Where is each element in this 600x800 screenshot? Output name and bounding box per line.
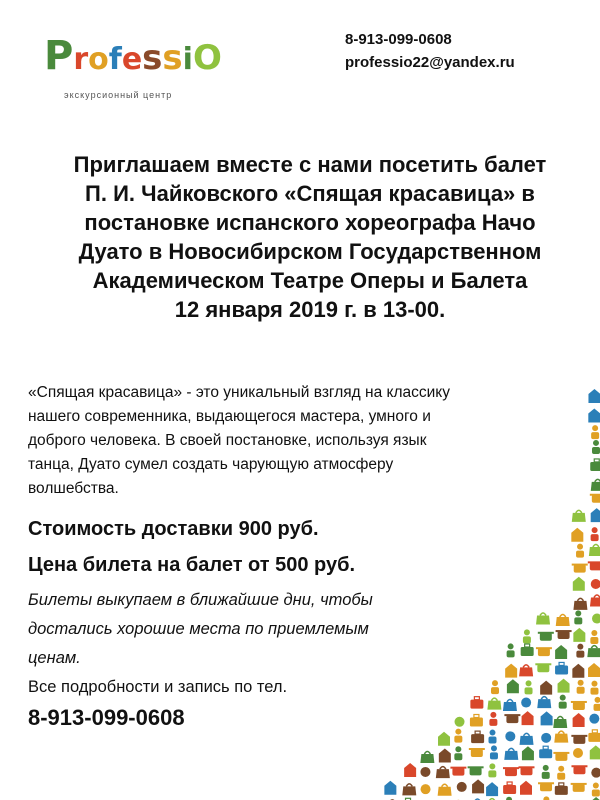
pattern-pot-icon (538, 632, 554, 641)
pattern-pot-icon (504, 714, 520, 723)
pattern-person-icon (576, 644, 584, 658)
pattern-case-icon (471, 731, 484, 743)
pattern-bag-icon (587, 646, 600, 658)
pattern-building-icon (438, 732, 450, 746)
pattern-bag-icon (438, 784, 452, 796)
logo-letter: f (108, 42, 122, 77)
pattern-pot-icon (571, 783, 587, 792)
pattern-person-icon (574, 610, 582, 624)
headline-line: П. И. Чайковского «Спящая красавица» в (85, 181, 535, 206)
pattern-person-icon (488, 730, 496, 744)
delivery-price: Стоимость доставки 900 руб. (28, 518, 319, 540)
invitation-headline (20, 150, 600, 324)
pattern-bag-icon (520, 733, 534, 745)
pattern-dot-icon (573, 748, 583, 758)
pattern-pot-icon (469, 748, 485, 757)
pattern-dot-icon (591, 579, 600, 589)
pattern-dot-icon (589, 714, 599, 724)
pattern-pot-icon (536, 647, 552, 656)
pattern-pot-icon (556, 630, 572, 639)
pattern-building-icon (522, 711, 534, 725)
pattern-building-icon (558, 679, 570, 693)
pattern-dot-icon (421, 784, 431, 794)
pattern-case-icon (588, 730, 600, 742)
pattern-building-icon (520, 781, 532, 795)
pattern-person-icon (594, 697, 600, 711)
pattern-person-icon (592, 782, 600, 796)
pattern-pot-icon (572, 564, 588, 573)
pattern-case-icon (503, 782, 516, 794)
pattern-bag-icon (420, 751, 434, 763)
pattern-pot-icon (571, 701, 587, 710)
pattern-pot-icon (571, 765, 587, 774)
pattern-building-icon (590, 745, 600, 759)
pattern-building-icon (439, 748, 451, 762)
pattern-person-icon (454, 746, 462, 760)
pattern-pot-icon (588, 561, 600, 570)
pattern-bag-icon (590, 595, 600, 607)
pattern-bag-icon (536, 613, 550, 625)
pattern-person-icon (592, 440, 600, 454)
pattern-building-icon (573, 577, 585, 591)
pattern-pot-icon (538, 782, 554, 791)
pattern-bag-icon (503, 699, 517, 711)
pattern-person-icon (488, 763, 496, 777)
pattern-dot-icon (521, 698, 531, 708)
pattern-building-icon (588, 409, 600, 423)
pattern-building-icon (588, 389, 600, 403)
logo-letter: s (142, 38, 163, 78)
pattern-case-icon (555, 783, 568, 795)
pattern-dot-icon (592, 614, 600, 624)
pattern-pot-icon (468, 766, 484, 775)
pattern-building-icon (572, 664, 584, 678)
pattern-pot-icon (518, 766, 534, 775)
logo-letter: r (73, 42, 89, 77)
pattern-bag-icon (589, 544, 600, 556)
pattern-building-icon (571, 528, 583, 542)
ticket-price: Цена билета на балет от 500 руб. (28, 554, 356, 576)
pattern-bag-icon (504, 748, 518, 760)
pattern-building-icon (541, 711, 553, 725)
professio-logo (40, 28, 230, 108)
pattern-bag-icon (591, 479, 600, 491)
pattern-building-icon (507, 679, 519, 693)
pattern-building-icon (486, 782, 498, 796)
pattern-bag-icon (553, 716, 567, 728)
logo-letter: e (121, 42, 143, 77)
pattern-bag-icon (554, 731, 568, 743)
description-line: доброго человека. В своей постановке, используя язык (28, 432, 427, 449)
pattern-person-icon (542, 765, 550, 779)
pattern-person-icon (591, 425, 599, 439)
pattern-building-icon (555, 645, 567, 659)
pattern-dot-icon (591, 768, 600, 778)
pattern-case-icon (470, 715, 483, 727)
contact-phone: 8-913-099-0608 (345, 31, 452, 48)
logo-subtitle: экскурсионный центр (64, 90, 173, 100)
pattern-person-icon (557, 766, 565, 780)
pattern-dot-icon (455, 717, 465, 727)
description-line: танца, Дуато сумел создать чарующую атмосферу (28, 456, 394, 473)
pattern-person-icon (591, 527, 599, 541)
pattern-person-icon (491, 680, 499, 694)
pattern-pot-icon (503, 767, 519, 776)
logo-letter: s (162, 38, 183, 78)
pattern-bag-icon (487, 698, 501, 710)
pattern-person-icon (590, 681, 598, 695)
pattern-person-icon (590, 630, 598, 644)
description-line: волшебства. (28, 480, 119, 497)
contact-block (345, 28, 515, 74)
pattern-case-icon (539, 746, 552, 758)
pattern-bag-icon (436, 767, 450, 779)
headline-line: Приглашаем вместе с нами посетить балет (73, 152, 547, 177)
pattern-person-icon (454, 729, 462, 743)
pattern-bag-icon (573, 598, 587, 610)
ballet-description (28, 381, 568, 501)
pattern-pot-icon (535, 663, 551, 672)
headline-line: постановке испанского хореографа Начо (84, 210, 536, 235)
note-line: ценам. (28, 649, 81, 667)
pattern-pot-icon (553, 752, 569, 761)
pattern-case-icon (470, 697, 483, 709)
logo-letter: O (192, 38, 222, 78)
pattern-bag-icon (402, 784, 416, 796)
pattern-building-icon (588, 663, 600, 677)
pattern-person-icon (490, 745, 498, 759)
pattern-case-icon (590, 459, 600, 471)
pattern-building-icon (384, 781, 396, 795)
pattern-bag-icon (537, 697, 551, 709)
description-line: нашего современника, выдающегося мастера, умного и (28, 408, 431, 425)
pattern-bag-icon (572, 510, 586, 522)
note-line: Билеты выкупаем в ближайшие дни, чтобы (28, 591, 373, 609)
headline-date-line: 12 января 2019 г. в 13-00. (174, 297, 446, 322)
pattern-person-icon (559, 695, 567, 709)
pattern-building-icon (540, 681, 552, 695)
logo-letter: P (44, 33, 74, 79)
pattern-person-icon (525, 680, 533, 694)
headline-line: Дуато в Новосибирском Государственном (78, 239, 542, 264)
pattern-dot-icon (457, 782, 467, 792)
pattern-bag-icon (556, 614, 570, 626)
description-line: «Спящая красавица» - это уникальный взгляд на классику (28, 384, 451, 401)
pattern-person-icon (542, 796, 550, 800)
headline-line: Академическом Театре Оперы и Балета (92, 268, 528, 293)
logo-letter: i (182, 42, 193, 77)
pattern-dot-icon (541, 733, 551, 743)
pattern-pot-icon (590, 494, 600, 503)
pattern-dot-icon (505, 731, 515, 741)
pattern-pot-icon (571, 735, 587, 744)
pattern-building-icon (573, 628, 585, 642)
logo-letter: o (88, 42, 109, 77)
pattern-building-icon (573, 713, 585, 727)
booking-phone: 8-913-099-0608 (28, 705, 185, 730)
note-line: достались хорошие места по приемлемым (28, 620, 369, 638)
contact-email: professio22@yandex.ru (345, 54, 515, 71)
pattern-case-icon (555, 662, 568, 674)
logo-wordmark (44, 28, 222, 88)
pattern-building-icon (522, 746, 534, 760)
ticket-note (28, 586, 528, 673)
pattern-pot-icon (450, 767, 466, 776)
pattern-person-icon (576, 544, 584, 558)
details-text: Все подробности и запись по тел. (28, 678, 288, 696)
pattern-building-icon (472, 779, 484, 793)
pattern-person-icon (577, 680, 585, 694)
pattern-person-icon (489, 712, 497, 726)
pattern-building-icon (591, 508, 600, 522)
pattern-dot-icon (420, 767, 430, 777)
pattern-building-icon (404, 763, 416, 777)
